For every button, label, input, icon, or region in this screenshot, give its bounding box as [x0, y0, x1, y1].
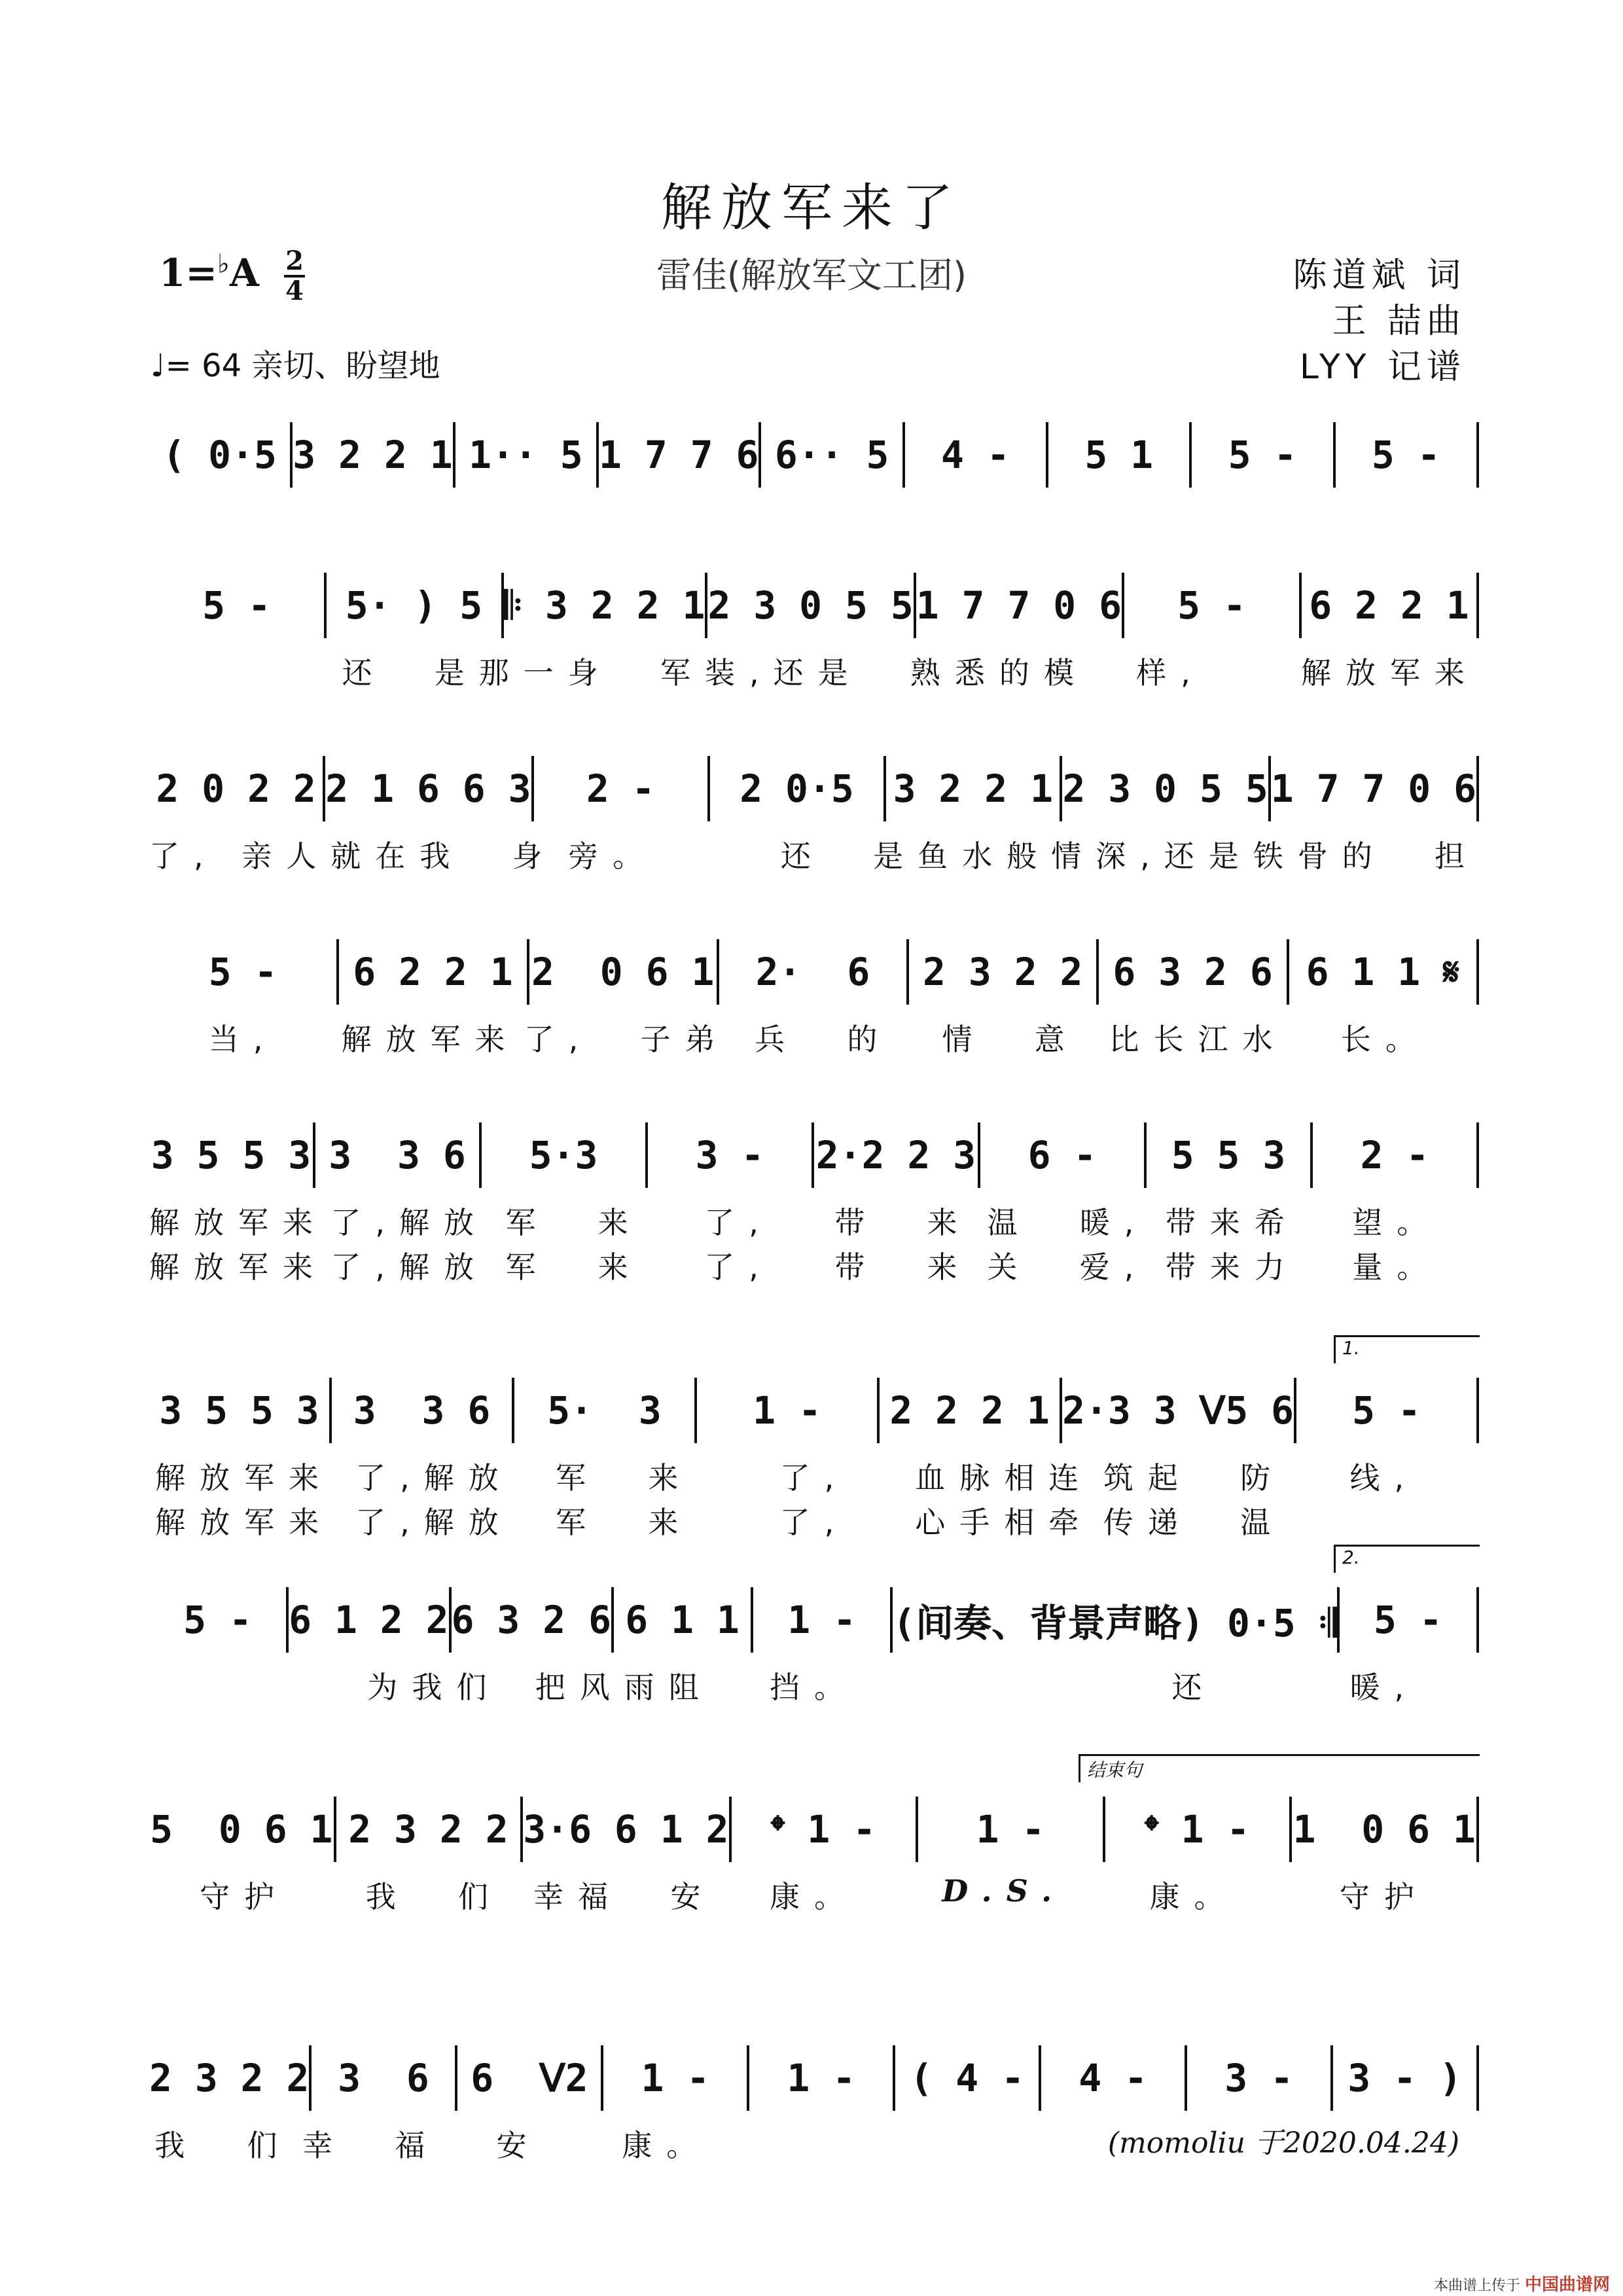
measure: 3 3 6 [329, 1133, 466, 1177]
measure: 𝄆 3 2 2 1 [503, 583, 705, 628]
measure: 1 0 6 1 [1293, 1807, 1476, 1852]
site-footer [1434, 2271, 1610, 2295]
measure: 5 - [1352, 1388, 1421, 1433]
notes-line [149, 1119, 1479, 1191]
score-row [149, 1119, 1479, 1285]
measure: 2 3 0 5 5 [707, 583, 914, 628]
lyric-segment: 幸 福 [302, 2128, 440, 2163]
measure: 𝄌 1 - [771, 1806, 876, 1852]
key-note: A [229, 251, 259, 295]
lyric-segment: 暖, [1349, 1670, 1419, 1705]
lyric-segment: 康。 [1149, 1879, 1239, 1914]
site-logo: 中国曲谱网 [1524, 2275, 1610, 2295]
notes-line [149, 569, 1479, 641]
measure: 3 5 5 3 [159, 1388, 319, 1433]
lyric-segment: 带来希 [1165, 1205, 1299, 1240]
measure: 2 3 0 5 5 [1062, 766, 1268, 811]
lyric-segment: 长。 [1340, 1022, 1430, 1057]
notes-line [149, 753, 1479, 825]
lyric-segment: 幸福 安 [533, 1879, 715, 1914]
measure: 6 1 2 2 [289, 1598, 449, 1642]
lyric-segment: 解放军来 [149, 1249, 327, 1285]
notes-line [149, 1374, 1479, 1446]
measure: ( 4 - [910, 2056, 1025, 2100]
lyric-segment: 还是 熟悉的 [773, 655, 1044, 691]
lyric-segment: 了, 子弟 [524, 1022, 730, 1057]
measure: 1 7 7 0 6 [916, 583, 1122, 628]
barline [1476, 939, 1479, 1005]
measure: 6 2 2 1 [1309, 583, 1469, 628]
measure: 1 7 7 6 [599, 433, 759, 477]
measure: 2 2 2 1 [889, 1388, 1050, 1433]
measure: 5 - [1177, 583, 1246, 628]
lyric-line [149, 1454, 1479, 1498]
lyric-segment: 温 暖, [987, 1205, 1149, 1240]
measure: 6 3 2 6 [451, 1598, 611, 1642]
measure: 3·6 6 1 2 [523, 1807, 729, 1852]
lyric-segment: 了, [779, 1460, 849, 1496]
measure: 1 - [787, 2056, 856, 2100]
lyric-line [149, 1873, 1479, 1916]
measure: 5 - [1228, 433, 1297, 477]
lyric-segment: 解放军来 [155, 1460, 334, 1496]
lyric-segment: 军 来 [556, 1460, 693, 1496]
measure: 3 6 [338, 2056, 429, 2100]
lyric-segment: 了, 亲人 [149, 838, 331, 874]
measure: 2 0·5 [740, 766, 854, 811]
score-row [149, 936, 1479, 1093]
lyric-segment: 比长江水 [1109, 1022, 1287, 1057]
footer-text: 本曲谱上传于 [1433, 2278, 1520, 2294]
barline [1476, 1122, 1479, 1188]
score-row [149, 419, 1479, 576]
measure: 1 - [641, 2056, 710, 2100]
score-row [149, 753, 1479, 910]
measure: 3 5 5 3 [151, 1133, 312, 1177]
lyric-segment: 把风雨阻 [535, 1670, 713, 1705]
lyric-segment: 康。 [769, 1879, 859, 1914]
measure: 6 ᐯ2 [471, 2056, 588, 2100]
lyric-segment: 还 是鱼水般 [780, 838, 1052, 874]
lyric-segment: 筑起 防 [1103, 1460, 1285, 1496]
lyric-line [149, 1199, 1479, 1242]
measure: 2 1 6 6 3 [325, 766, 531, 811]
time-signature: $\frac{2}{4}$ [285, 245, 304, 306]
measure: 1 7 7 0 6 [1270, 766, 1477, 811]
lyric-segment: 解放军来 [341, 1022, 520, 1057]
notes-line [149, 1793, 1479, 1865]
score-row [149, 569, 1479, 726]
lyric-segment: 解放军来 [1301, 655, 1479, 691]
composer-credit: 王 喆曲 [1332, 302, 1466, 341]
measure: 6 1 1 𝄋 [1306, 949, 1460, 994]
lyric-segment: 模 样, [1043, 655, 1205, 691]
lyric-segment: 带 来 [834, 1249, 972, 1285]
barline [1476, 1378, 1479, 1443]
measure: 2· 6 [755, 950, 870, 994]
lyric-line [149, 1244, 1479, 1287]
measure: 3 - [1224, 2056, 1294, 2100]
lyric-segment: 关 爱, [987, 1249, 1149, 1285]
measure: 5·3 [529, 1133, 598, 1177]
volta-bracket: 1. [1334, 1335, 1480, 1363]
lyric-line [149, 1664, 1479, 1707]
barline [1476, 1797, 1479, 1862]
measure: 5 0 6 1 [150, 1807, 333, 1852]
lyric-segment: 兵 的 [755, 1022, 892, 1057]
lyric-segment: 了,解放 [355, 1460, 513, 1496]
notes-line [149, 936, 1479, 1008]
measure: 5 - [202, 583, 271, 628]
measure: 5 - [183, 1598, 252, 1642]
measure: 4 - [941, 433, 1010, 477]
flat-symbol: ♭ [217, 248, 230, 279]
lyric-segment: 挡。 [769, 1670, 859, 1705]
lyric-segment: 军 来 [505, 1249, 643, 1285]
lyric-segment [909, 1664, 1099, 1707]
lyric-segment: 带来力 [1165, 1249, 1299, 1285]
measure: 2 3 2 2 [348, 1807, 508, 1852]
measure: 2 0 2 2 [156, 766, 316, 811]
lyric-segment [245, 649, 342, 692]
lyricist-credit: 陈道斌 词 [1293, 256, 1466, 295]
measure: 2 - [586, 766, 655, 811]
barline [1476, 756, 1479, 821]
score-row [149, 1759, 1479, 1950]
measure: 3 3 6 [353, 1388, 491, 1433]
tempo-marking: ♩= 64 亲切、盼望地 [151, 348, 440, 384]
coda-label: 结束句 [1079, 1754, 1480, 1782]
measure: 5 - [1374, 1598, 1442, 1642]
lyric-segment: 线, [1349, 1460, 1419, 1496]
lyric-segment: 军 来 [505, 1205, 643, 1240]
lyric-segment: 了,解放 [330, 1249, 489, 1285]
lyric-segment: 量。 [1352, 1249, 1442, 1285]
lyric-line [149, 1499, 1479, 1542]
lyric-segment: 解放军来 [149, 1205, 327, 1240]
lyric-segment [149, 649, 245, 692]
lyric-segment [740, 2122, 888, 2165]
key-prefix: 1= [159, 251, 217, 295]
lyric-segment: 传递 温 [1103, 1505, 1285, 1540]
signature: (momoliu 于2020.04.24) [1107, 2126, 1459, 2160]
score-row [149, 1547, 1479, 1741]
measure: 3 2 2 1 [293, 433, 453, 477]
measure: 1 - [787, 1598, 857, 1642]
lyric-segment: 望。 [1352, 1205, 1442, 1240]
measure: 2 3 2 2 [923, 950, 1083, 994]
lyric-line [149, 649, 1479, 692]
lyric-segment: D.S. [942, 1873, 1067, 1909]
lyric-segment: 还 [1171, 1670, 1217, 1705]
measure: 1 - [753, 1388, 821, 1433]
measure: 6 2 2 1 [353, 950, 513, 994]
lyric-segment: 还 是那一身 军装, [342, 655, 774, 691]
transcriber-credit: LYY 记谱 [1299, 348, 1466, 387]
measure: 5· ) 5 [345, 583, 483, 628]
lyric-segment: 当, [208, 1022, 277, 1057]
measure: 2 - [1360, 1133, 1429, 1177]
lyric-line [149, 833, 1479, 876]
lyric-segment: 我 们 [365, 1879, 503, 1914]
score-row [149, 1337, 1479, 1540]
measure: 5 5 3 [1171, 1133, 1286, 1177]
measure: 1·· 5 [469, 433, 583, 477]
barline [1476, 2045, 1479, 2111]
measure: 2·2 2 3 [815, 1133, 976, 1177]
notes-line [149, 2042, 1479, 2114]
lyric-segment [888, 2122, 1036, 2165]
page-title: 解放军来了 [660, 179, 962, 238]
measure: 2 0 6 1 [531, 950, 715, 994]
barline [1476, 1587, 1479, 1653]
lyric-segment: 军 来 [556, 1505, 693, 1540]
lyric-segment: 带 来 [834, 1205, 972, 1240]
measure: 2 3 2 2 [149, 2056, 310, 2100]
lyric-segment: 情 意 [942, 1022, 1079, 1057]
measure: 6 - [1027, 1133, 1097, 1177]
measure: 5 - [208, 950, 277, 994]
measure: 2·3 3 ᐯ5 6 [1062, 1388, 1294, 1433]
notes-line [149, 1584, 1479, 1656]
lyric-segment [669, 833, 781, 876]
volta-bracket: 2. [1334, 1545, 1480, 1573]
measure: 5 - [1371, 433, 1440, 477]
lyric-segment: 铁骨的 担 [1253, 838, 1479, 874]
measure: 3 - [695, 1133, 764, 1177]
measure: 1 - [976, 1807, 1045, 1852]
lyric-segment: 就在我 身 [330, 838, 557, 874]
lyric-segment: 了, [704, 1249, 773, 1285]
measure: 6·· 5 [774, 433, 889, 477]
performer: 雷佳(解放军文工团) [656, 255, 967, 296]
barline [1476, 573, 1479, 638]
lyric-segment: 守护 [200, 1879, 289, 1914]
lyric-segment: 守护 [1339, 1879, 1429, 1914]
lyric-segment: 为我们 [367, 1670, 501, 1705]
measure: 5· 3 [547, 1388, 662, 1433]
lyric-segment: 心手相牵 [915, 1505, 1094, 1540]
measure: 3 - ) [1347, 2056, 1462, 2100]
measure: 3 2 2 1 [893, 766, 1054, 811]
measure: 6 1 1 [625, 1598, 740, 1642]
measure: 𝄌 1 - [1145, 1806, 1250, 1852]
lyric-segment [149, 1664, 339, 1707]
lyric-segment [1289, 1499, 1479, 1542]
lyric-segment: 情深,还是 [1051, 838, 1253, 874]
measure: (间奏、背景声略) 0·5 𝄇 [893, 1601, 1337, 1645]
measure: 5 1 [1084, 433, 1154, 477]
lyric-segment: 了, [704, 1205, 773, 1240]
barline [1476, 422, 1479, 488]
lyric-segment: 康。 [622, 2128, 711, 2163]
lyric-segment [1205, 649, 1301, 692]
measure: ( 0·5 [162, 433, 277, 477]
key-signature [159, 247, 305, 305]
measure: 6 3 2 6 [1113, 950, 1273, 994]
lyric-line [149, 1016, 1479, 1059]
lyric-segment: 旁。 [568, 838, 658, 874]
lyric-segment: 解放军来 [155, 1505, 334, 1540]
lyric-segment: 我 们 [154, 2128, 292, 2163]
lyric-segment: 血脉相连 [915, 1460, 1094, 1496]
lyric-segment: 了, [779, 1505, 849, 1540]
lyric-segment: 安 [496, 2128, 541, 2163]
lyric-segment: 了,解放 [355, 1505, 513, 1540]
measure: 4 - [1079, 2056, 1148, 2100]
lyric-segment: 了,解放 [330, 1205, 489, 1240]
notes-line [149, 419, 1479, 491]
